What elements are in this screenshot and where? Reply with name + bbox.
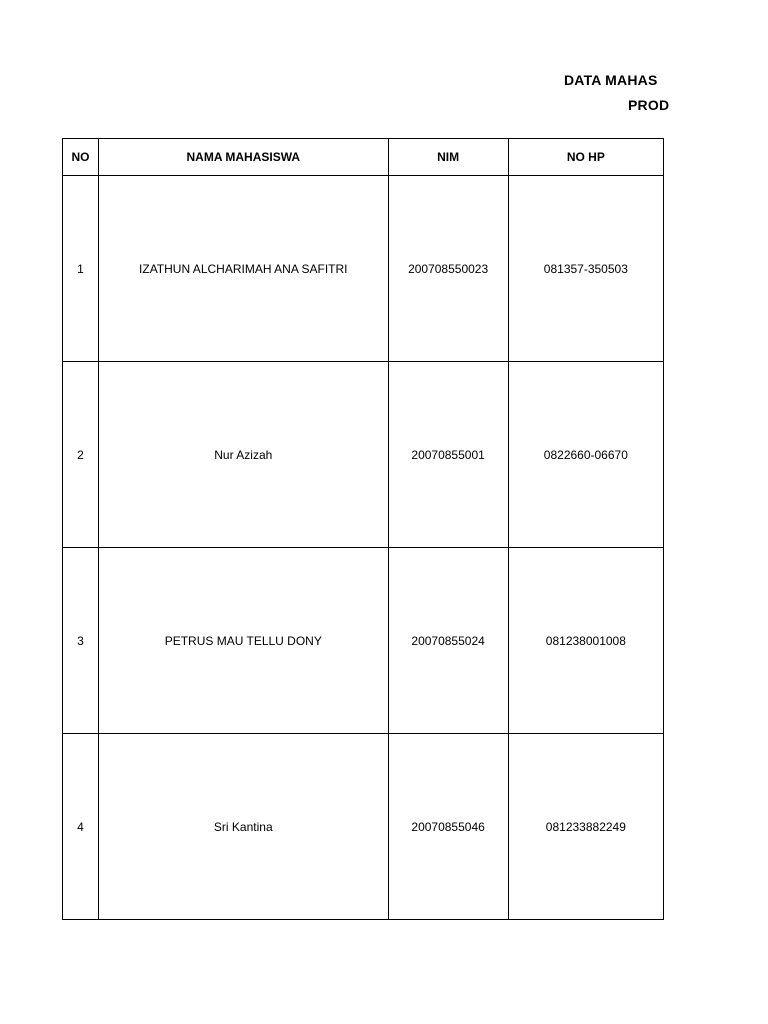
header-nama-mahasiswa: NAMA MAHASISWA <box>99 139 388 176</box>
table-header-row <box>63 139 664 176</box>
table-row <box>63 362 664 548</box>
cell-nama: IZATHUN ALCHARIMAH ANA SAFITRI <box>99 176 388 362</box>
cell-nama: Sri Kantina <box>99 734 388 920</box>
cell-no: 3 <box>63 548 99 734</box>
document-subtitle: PROD <box>628 97 670 113</box>
cell-nama: Nur Azizah <box>99 362 388 548</box>
cell-nama: PETRUS MAU TELLU DONY <box>99 548 388 734</box>
cell-nim: 20070855024 <box>388 548 508 734</box>
cell-no: 2 <box>63 362 99 548</box>
header-nim: NIM <box>388 139 508 176</box>
cell-nim: 200708550023 <box>388 176 508 362</box>
table-row <box>63 176 664 362</box>
header-no: NO <box>63 139 99 176</box>
table-row <box>63 734 664 920</box>
cell-nim: 20070855046 <box>388 734 508 920</box>
cell-hp: 081233882249 <box>508 734 663 920</box>
cell-hp: 0822660-06670 <box>508 362 663 548</box>
cell-hp: 081238001008 <box>508 548 663 734</box>
cell-nim: 20070855001 <box>388 362 508 548</box>
student-table <box>62 138 664 920</box>
cell-hp: 081357-350503 <box>508 176 663 362</box>
document-title: DATA MAHAS <box>564 72 658 88</box>
cell-no: 1 <box>63 176 99 362</box>
cell-no: 4 <box>63 734 99 920</box>
header-no-hp: NO HP <box>508 139 663 176</box>
table-row <box>63 548 664 734</box>
